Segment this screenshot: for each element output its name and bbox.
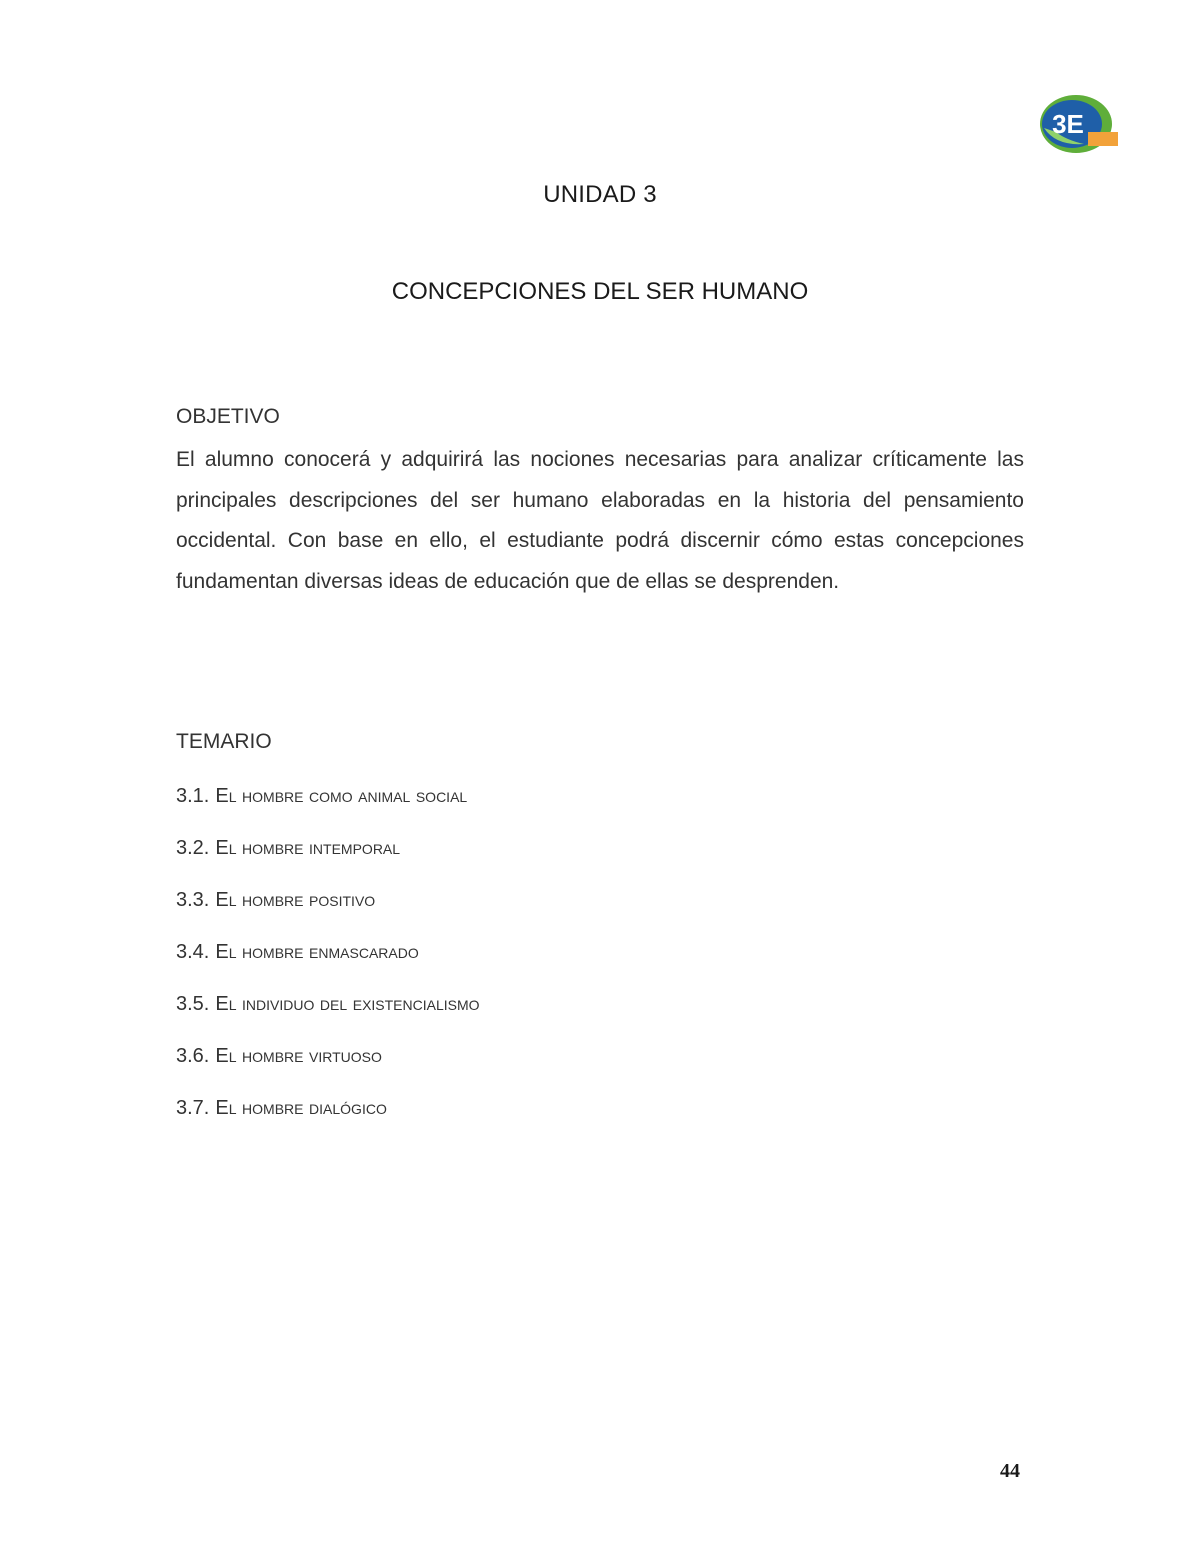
topic-title: El hombre positivo bbox=[215, 889, 376, 911]
topic-list bbox=[176, 785, 480, 1149]
topic-number: 3.1. bbox=[176, 785, 210, 807]
page-number: 44 bbox=[1000, 1460, 1020, 1482]
topic-item bbox=[176, 1045, 480, 1097]
topic-title: El hombre enmascarado bbox=[215, 941, 419, 963]
topic-title: El hombre virtuoso bbox=[215, 1045, 382, 1067]
topic-item bbox=[176, 941, 480, 993]
topic-item bbox=[176, 1097, 480, 1149]
topic-item bbox=[176, 993, 480, 1045]
logo-text: 3E bbox=[1052, 109, 1084, 139]
topic-title: El hombre dialógico bbox=[215, 1097, 387, 1119]
topic-number: 3.6. bbox=[176, 1045, 210, 1067]
topic-item bbox=[176, 785, 480, 837]
topic-item bbox=[176, 837, 480, 889]
topic-title: El individuo del existencialismo bbox=[215, 993, 480, 1015]
unit-title: UNIDAD 3 bbox=[543, 181, 657, 208]
topic-number: 3.4. bbox=[176, 941, 210, 963]
objective-heading: OBJETIVO bbox=[176, 405, 280, 428]
temario-heading: TEMARIO bbox=[176, 730, 272, 753]
topic-number: 3.3. bbox=[176, 889, 210, 911]
topic-title: El hombre intemporal bbox=[215, 837, 401, 859]
topic-number: 3.5. bbox=[176, 993, 210, 1015]
topic-item bbox=[176, 889, 480, 941]
3e-logo bbox=[1036, 88, 1122, 158]
topic-number: 3.2. bbox=[176, 837, 210, 859]
page-title: CONCEPCIONES DEL SER HUMANO bbox=[391, 278, 809, 305]
topic-title: El hombre como animal social bbox=[215, 785, 468, 807]
objective-body: El alumno conocerá y adquirirá las nociones necesarias para analizar críticamente las principales descripciones del ser humano elaboradas en la historia del pensamiento occidental. Con base en ello, el estudiante podrá discernir cómo estas concepciones fundamentan diversas ideas de educación que de ellas se desprenden. bbox=[176, 448, 1024, 593]
topic-number: 3.7. bbox=[176, 1097, 210, 1119]
